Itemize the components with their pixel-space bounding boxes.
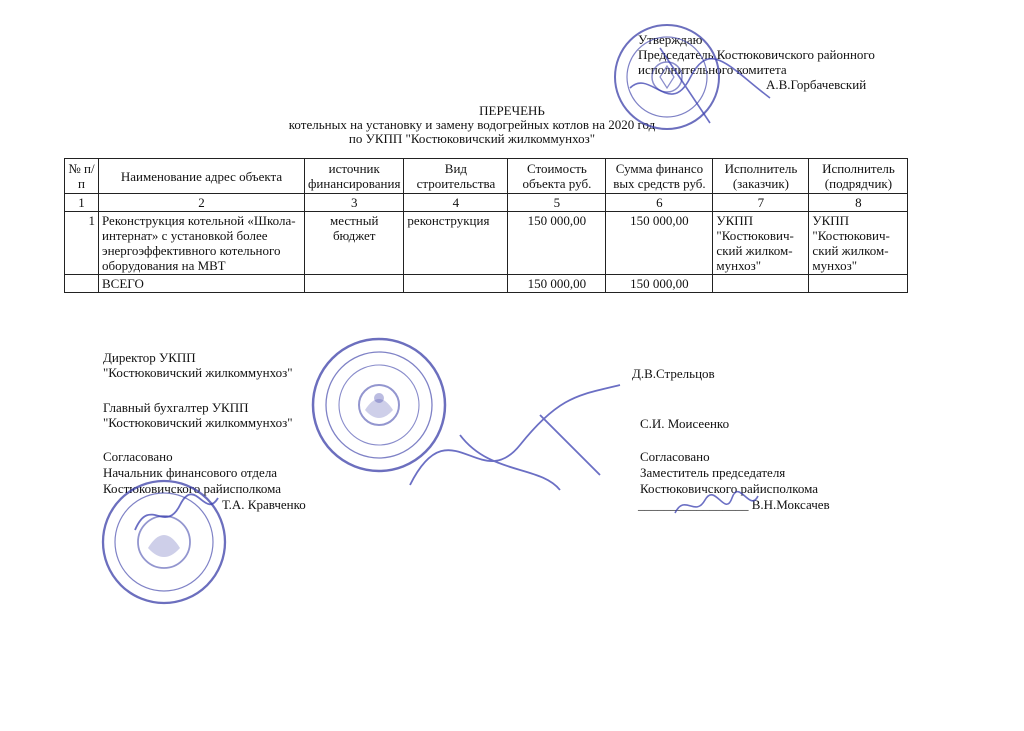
boiler-list-table: [64, 158, 908, 293]
column-number: 6: [606, 194, 713, 212]
finance-head-org: Костюковичского райисполкома: [103, 481, 282, 496]
total-label: ВСЕГО: [99, 275, 305, 293]
document-organization: по УКПП "Костюковичский жилкоммунхоз": [348, 131, 596, 146]
finance-amount: 150 000,00: [606, 212, 713, 275]
approval-committee: исполнительного комитета: [638, 62, 787, 77]
deputy-title: Заместитель председателя: [640, 465, 786, 480]
column-number-row: [65, 194, 908, 212]
accountant-name: С.И. Моисеенко: [640, 416, 730, 431]
contractor: УКПП "Костюкович-ский жилком-мунхоз": [809, 212, 908, 275]
column-number: 2: [99, 194, 305, 212]
document-subtitle: котельных на установку и замену водогрейных котлов на 2020 год: [288, 117, 656, 132]
row-number: 1: [65, 212, 99, 275]
deputy-name: В.Н.Моксачев: [751, 497, 830, 512]
deputy-org: Костюковичского райисполкома: [640, 481, 819, 496]
approval-signer: А.В.Горбачевский: [766, 77, 867, 92]
finance-head-signature: [130, 490, 220, 540]
total-finance: 150 000,00: [606, 275, 713, 293]
director-name: Д.В.Стрельцов: [632, 366, 715, 381]
total-cost: 150 000,00: [508, 275, 606, 293]
header-customer: Исполнитель (заказчик): [713, 159, 809, 194]
object-cost: 150 000,00: [508, 212, 606, 275]
column-number: 8: [809, 194, 908, 212]
finance-head-name: Т.А. Кравченко: [222, 497, 306, 512]
header-cost: Стоимость объекта руб.: [508, 159, 606, 194]
column-number: 3: [305, 194, 404, 212]
table-row: [65, 212, 908, 275]
column-number: 7: [713, 194, 809, 212]
accountant-org: "Костюковичский жилкоммунхоз": [103, 415, 293, 430]
organization-round-stamp: [310, 336, 448, 474]
column-number: 1: [65, 194, 99, 212]
right-agreed-label: Согласовано: [640, 449, 710, 464]
customer: УКПП "Костюкович-ский жилком-мунхоз": [713, 212, 809, 275]
finance-head-title: Начальник финансового отдела: [103, 465, 278, 480]
column-number: 5: [508, 194, 606, 212]
deputy-signature-line: _________________: [638, 497, 749, 512]
funding-source: местный бюджет: [305, 212, 404, 275]
document-title: ПЕРЕЧЕНЬ: [479, 103, 545, 118]
header-type: Вид строительства: [404, 159, 508, 194]
table-header-row: [65, 159, 908, 194]
header-finance: Сумма финансо вых средств руб.: [606, 159, 713, 194]
total-row: [65, 275, 908, 293]
header-name: Наименование адрес объекта: [99, 159, 305, 194]
finance-department-stamp: [100, 478, 228, 606]
approval-label: Утверждаю: [638, 32, 703, 47]
left-agreed-label: Согласовано: [103, 449, 173, 464]
object-name: Реконструкция котельной «Школа-интернат» с установкой более энергоэффективного котельного оборудования на МВТ: [99, 212, 305, 275]
director-org: "Костюковичский жилкоммунхоз": [103, 365, 293, 380]
header-contractor: Исполнитель (подрядчик): [809, 159, 908, 194]
header-source: источник финансирования: [305, 159, 404, 194]
accountant-title: Главный бухгалтер УКПП: [103, 400, 249, 415]
approval-position: Председатель Костюковичского районного: [638, 47, 875, 62]
approval-block: [638, 32, 875, 92]
header-number: № п/п: [65, 159, 99, 194]
column-number: 4: [404, 194, 508, 212]
director-title: Директор УКПП: [103, 350, 196, 365]
construction-type: реконструкция: [404, 212, 508, 275]
director-signature: [390, 375, 630, 505]
